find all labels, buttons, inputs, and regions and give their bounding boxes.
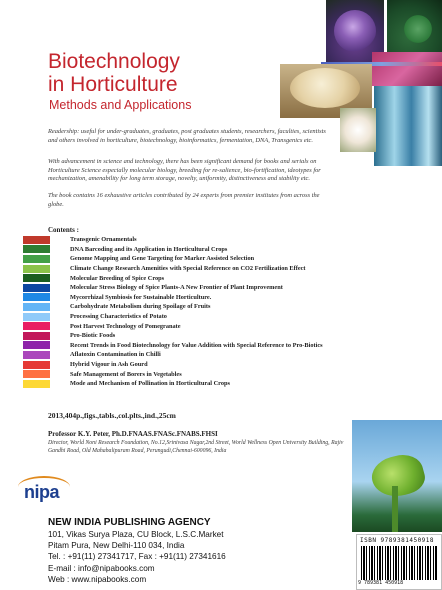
publisher-phone: Tel. : +91(11) 27341717, Fax : +91(11) 27341616 [48, 552, 226, 561]
contents-item [23, 350, 353, 360]
contents-item-label: Aflatoxin Contamination in Chilli [70, 351, 161, 359]
contents-item-label: Mycorrhizal Symbiosis for Sustainable Horticulture. [70, 293, 212, 301]
publisher-email: E-mail : info@nipabooks.com [48, 564, 155, 573]
contents-color-swatch [23, 265, 50, 273]
contents-item-label: Molecular Stress Biology of Spice Plants-A New Frontier of Plant Improvement [70, 284, 283, 292]
contents-item [23, 245, 353, 255]
contents-item-label: DNA Barcoding and its Application in Horticultural Crops [70, 245, 228, 253]
contents-item-label: Processing Characteristics of Potato [70, 313, 167, 321]
lily-image [340, 108, 376, 152]
description-paragraph: With advancement in science and technology, there has been significant demand for books and serials on Horticulture Science especially molecular biology, breeding for re-salience, bio-fortification, ideotypes for mechanization, amenability for long term storage, novelty, uniformity, distinctiveness and stability etc. [48, 158, 321, 183]
contents-item [23, 369, 353, 379]
book-title [48, 50, 180, 96]
contents-color-swatch [23, 351, 50, 359]
contributors-paragraph: The book contains 16 exhaustive articles contributed by 24 experts from premier institutes from across the globe. [48, 192, 320, 208]
book-subtitle: Methods and Applications [49, 98, 192, 112]
contents-color-swatch [23, 370, 50, 378]
contents-color-swatch [23, 236, 50, 244]
publication-info: 2013,404p.,figs.,tabls.,col.plts.,ind.,25cm [48, 411, 176, 420]
contents-color-swatch [23, 245, 50, 253]
nipa-logo: nipa [24, 482, 60, 502]
contents-item-label: Hybrid Vigour in Ash Gourd [70, 361, 148, 369]
contents-item [23, 331, 353, 341]
contents-item [23, 235, 353, 245]
contents-color-swatch [23, 303, 50, 311]
publisher-address-line-2: Pitam Pura, New Delhi-110 034, India [48, 541, 185, 550]
contents-color-swatch [23, 341, 50, 349]
barcode [361, 546, 438, 580]
author-name: Professor K.Y. Peter, Ph.D.FNAAS.FNASc.FNABS.FHSI [48, 430, 218, 438]
isbn-label: ISBN 9789381450918 [360, 537, 435, 544]
title-line-2: in Horticulture [48, 73, 178, 96]
title-line-1: Biotechnology [48, 50, 180, 73]
contents-item-label: Mode and Mechanism of Pollination in Horticultural Crops [70, 380, 230, 388]
test-tubes-image [374, 86, 442, 166]
contents-item [23, 264, 353, 274]
contents-color-swatch [23, 255, 50, 263]
contents-item [23, 254, 353, 264]
contents-item-label: Pro-Biotic Foods [70, 332, 116, 340]
contents-color-swatch [23, 313, 50, 321]
contents-color-swatch [23, 284, 50, 292]
barcode-digits: 9 789381 450918 [358, 580, 404, 586]
contents-item-label: Molecular Breeding of Spice Crops [70, 274, 165, 282]
contents-list [23, 235, 353, 389]
contents-item [23, 273, 353, 283]
contents-item-label: Transgenic Ornamentals [70, 236, 137, 244]
author-affiliation: Director, World Noni Research Foundation, No.12,Srinivasa Nagar,2nd Street, World Wellness Open University Building, Rajiv Gandhi Road, Old Mahabalipuram Road, Perungudi,Chennai-600096, India [48, 440, 344, 454]
contents-color-swatch [23, 332, 50, 340]
contents-item [23, 379, 353, 389]
publisher-address-line-1: 101, Vikas Surya Plaza, CU Block, L.S.C.Market [48, 530, 224, 539]
contents-item-label: Recent Trends in Food Biotechnology for Value Addition with Special Reference to Pro-Biotics [70, 341, 323, 349]
contents-color-swatch [23, 322, 50, 330]
readership-paragraph: Readership: useful for under-graduates, graduates, post graduates students, researchers, faculties, scientists and others involved in horticulture, biotechnology, bioinformatics, fermentation, DNA, Transgenics etc. [48, 128, 326, 144]
contents-item-label: Post Harvest Technology of Pomegranate [70, 322, 181, 330]
contents-color-swatch [23, 274, 50, 282]
publisher-name: NEW INDIA PUBLISHING AGENCY [48, 517, 211, 528]
contents-heading: Contents : [48, 226, 79, 234]
contents-color-swatch [23, 361, 50, 369]
contents-item [23, 321, 353, 331]
contents-item [23, 341, 353, 351]
contents-item-label: Safe Management of Borers in Vegetables [70, 370, 182, 378]
contents-color-swatch [23, 293, 50, 301]
contents-item-label: Carbohydrate Metabolism during Spoilage of Fruits [70, 303, 211, 311]
seedling-stem [392, 486, 398, 532]
contents-item [23, 283, 353, 293]
contents-item [23, 302, 353, 312]
contents-color-swatch [23, 380, 50, 388]
contents-item-label: Genome Mapping and Gene Targeting for Marker Assisted Selection [70, 255, 255, 263]
flower-image [372, 52, 442, 86]
contents-item-label: Climate Change Research Amenities with Special Reference on CO2 Fertilization Effect [70, 265, 306, 273]
contents-item [23, 293, 353, 303]
contents-item [23, 360, 353, 370]
publisher-web: Web : www.nipabooks.com [48, 575, 147, 584]
contents-item [23, 312, 353, 322]
